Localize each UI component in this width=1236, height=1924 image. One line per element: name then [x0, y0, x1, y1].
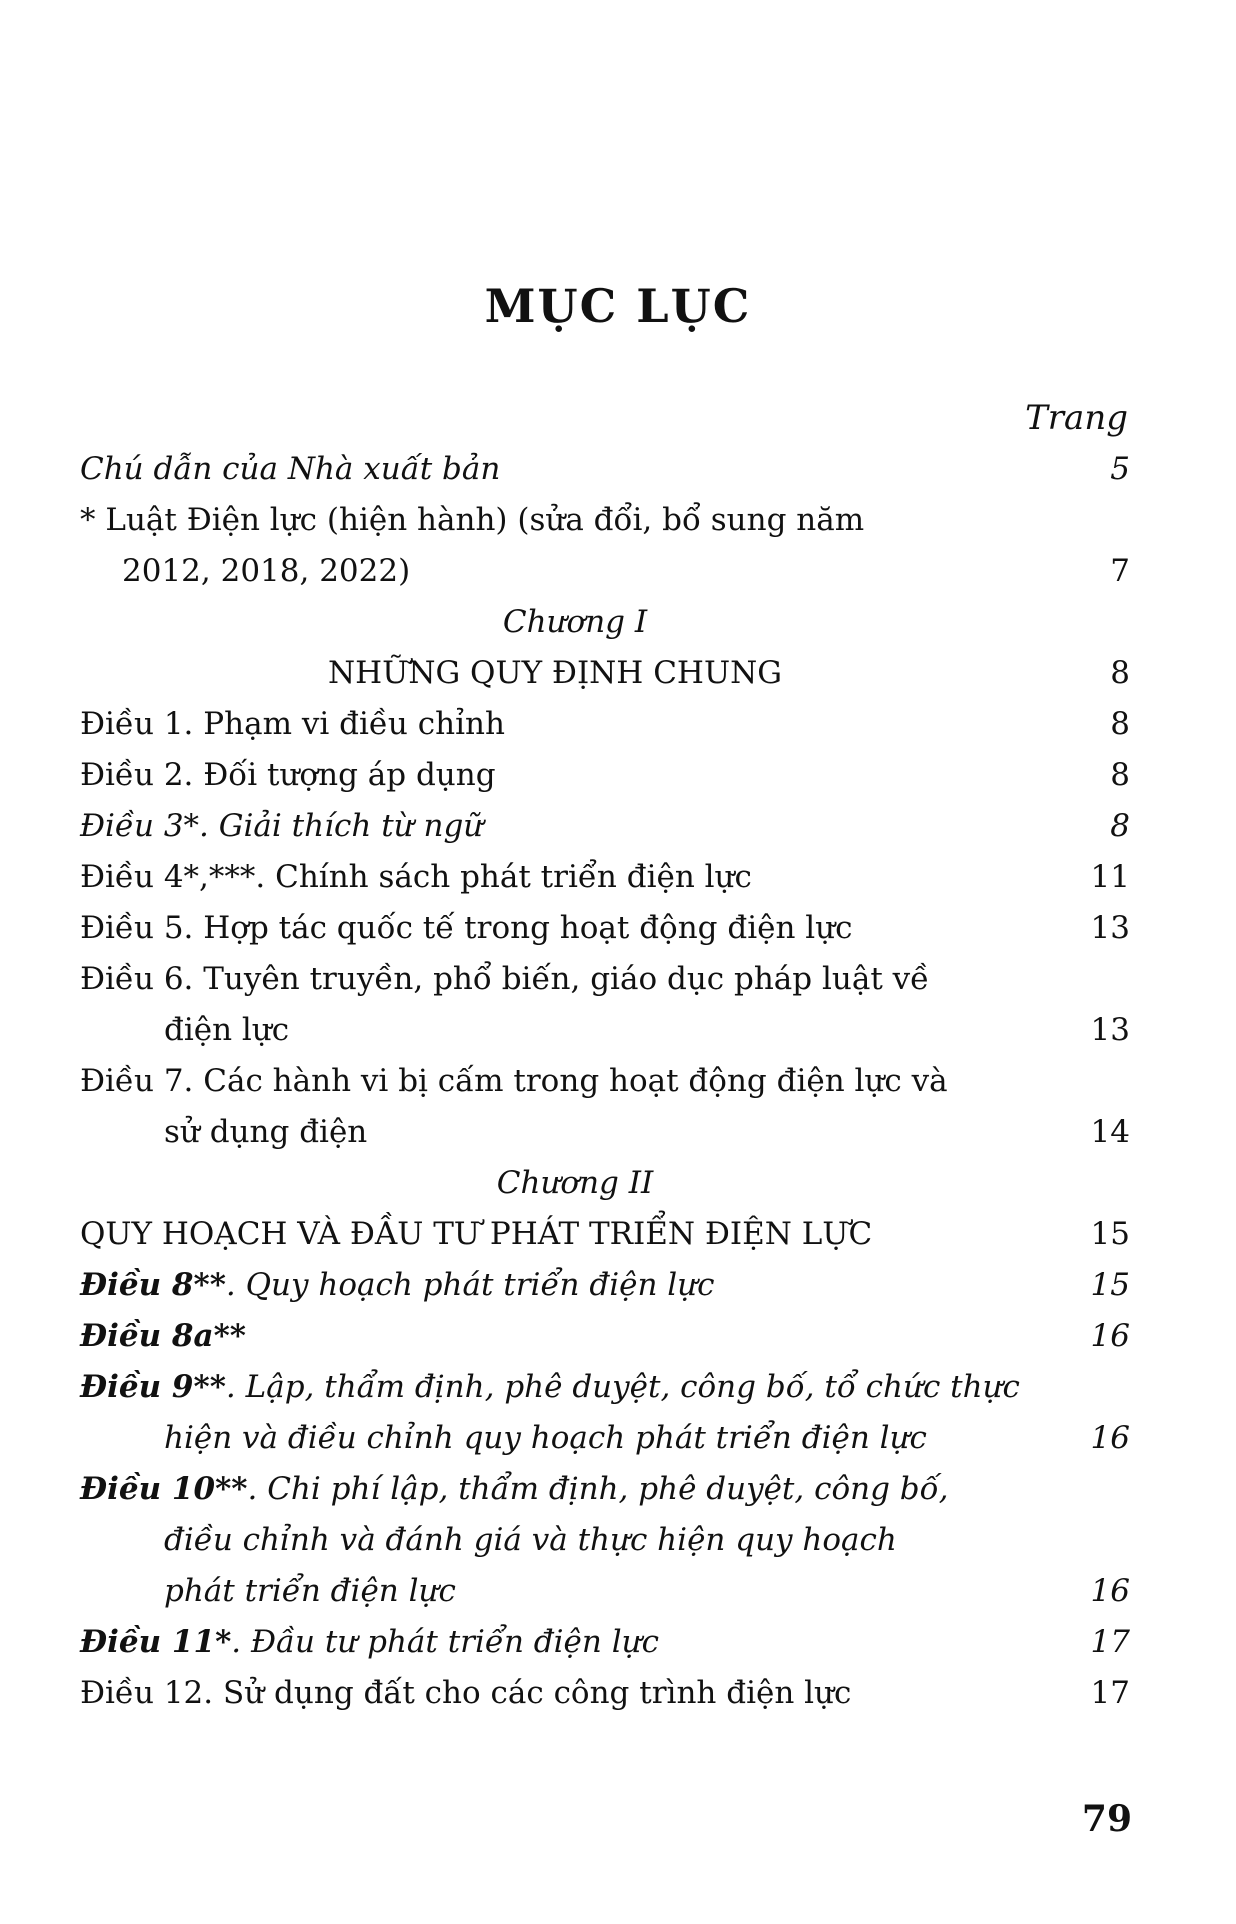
toc-entry-page: 8 — [1110, 706, 1130, 742]
toc-entry[interactable] — [80, 1311, 1130, 1362]
toc-entry-title: . Đầu tư phát triển điện lực — [231, 1624, 659, 1660]
toc-entry-page: 13 — [1090, 910, 1130, 946]
toc-entry-page: 16 — [1090, 1420, 1130, 1456]
toc-entry-page: 13 — [1090, 1012, 1130, 1048]
toc-entry-title: Điều 12. Sử dụng đất cho các công trình điện lực — [80, 1675, 852, 1711]
toc-entry[interactable] — [80, 1362, 1130, 1413]
toc-entry-continuation[interactable] — [80, 1413, 1130, 1464]
toc-entry[interactable] — [80, 801, 1130, 852]
toc-entry-page: 8 — [1110, 757, 1130, 793]
toc-entry-title: Điều 7. Các hành vi bị cấm trong hoạt động điện lực và — [80, 1063, 948, 1099]
toc-entry-page: 5 — [1110, 451, 1130, 487]
toc-entry[interactable] — [80, 1617, 1130, 1668]
toc-entry-title: sử dụng điện — [164, 1114, 368, 1150]
page-title: MỤC LỤC — [484, 279, 752, 333]
toc-entry[interactable] — [80, 903, 1130, 954]
toc-entry-title: Điều 5. Hợp tác quốc tế trong hoạt động điện lực — [80, 910, 853, 946]
toc-entry-title: 2012, 2018, 2022) — [122, 553, 411, 589]
article-number: Điều 11* — [80, 1624, 232, 1660]
toc-entry-title: điều chỉnh và đánh giá và thực hiện quy hoạch — [164, 1522, 897, 1558]
toc-entry-title: hiện và điều chỉnh quy hoạch phát triển điện lực — [164, 1420, 927, 1456]
toc-entry-page: 11 — [1090, 859, 1130, 895]
toc-entry-title: Điều 4*,***. Chính sách phát triển điện lực — [80, 859, 752, 895]
toc-entry[interactable] — [80, 1260, 1130, 1311]
chapter-heading[interactable] — [80, 648, 1130, 699]
toc-entry[interactable] — [80, 444, 1130, 495]
article-number: Điều 8a** — [80, 1318, 247, 1354]
toc-entry[interactable] — [80, 954, 1130, 1005]
toc-entry[interactable] — [80, 1464, 1130, 1515]
toc-entry-continuation[interactable] — [80, 546, 1130, 597]
toc-entry-page: 7 — [1110, 553, 1130, 589]
chapter-title: QUY HOẠCH VÀ ĐẦU TƯ PHÁT TRIỂN ĐIỆN LỰC — [80, 1216, 873, 1252]
toc-entry[interactable] — [80, 852, 1130, 903]
toc-entry[interactable] — [80, 699, 1130, 750]
toc-entry-title: . Chi phí lập, thẩm định, phê duyệt, công bố, — [247, 1471, 949, 1507]
page-column-label: Trang — [1025, 398, 1128, 438]
toc-entry-continuation[interactable] — [80, 1566, 1130, 1617]
chapter-title: NHỮNG QUY ĐỊNH CHUNG — [328, 655, 782, 691]
toc-entry[interactable] — [80, 1056, 1130, 1107]
toc-entry-title: Chú dẫn của Nhà xuất bản — [80, 451, 501, 487]
table-of-contents — [80, 444, 1130, 1719]
toc-entry-page: 15 — [1090, 1216, 1130, 1252]
toc-entry-page: 8 — [1110, 655, 1130, 691]
toc-entry-page: 14 — [1090, 1114, 1130, 1150]
toc-entry-title: Điều 1. Phạm vi điều chỉnh — [80, 706, 505, 742]
article-number: Điều 8** — [80, 1267, 226, 1303]
toc-entry-continuation[interactable] — [80, 1515, 1130, 1566]
toc-entry-page: 16 — [1090, 1573, 1130, 1609]
toc-entry-page: 15 — [1090, 1267, 1130, 1303]
toc-entry-page: 16 — [1090, 1318, 1130, 1354]
toc-entry-title: * Luật Điện lực (hiện hành) (sửa đổi, bổ sung năm — [80, 502, 865, 538]
toc-entry-title: . Lập, thẩm định, phê duyệt, công bố, tổ chức thực — [225, 1369, 1020, 1405]
toc-entry[interactable] — [80, 750, 1130, 801]
toc-entry[interactable] — [80, 1668, 1130, 1719]
toc-entry-continuation[interactable] — [80, 1005, 1130, 1056]
toc-entry-title: Điều 2. Đối tượng áp dụng — [80, 757, 496, 793]
toc-entry-title: . Quy hoạch phát triển điện lực — [225, 1267, 715, 1303]
toc-entry-page: 17 — [1090, 1675, 1130, 1711]
toc-entry-title: Điều 3*. Giải thích từ ngữ — [80, 808, 484, 844]
chapter-heading[interactable] — [80, 1209, 1130, 1260]
toc-entry-continuation[interactable] — [80, 1107, 1130, 1158]
toc-entry-title: phát triển điện lực — [164, 1573, 456, 1609]
article-number: Điều 10** — [80, 1471, 248, 1507]
chapter-label: Chương I — [502, 604, 648, 640]
chapter-label: Chương II — [496, 1165, 654, 1201]
toc-entry-page: 8 — [1110, 808, 1130, 844]
article-number: Điều 9** — [80, 1369, 226, 1405]
toc-entry[interactable] — [80, 495, 1130, 546]
toc-entry-title: điện lực — [164, 1012, 290, 1048]
toc-entry-page: 17 — [1090, 1624, 1130, 1660]
page-number: 79 — [1081, 1798, 1132, 1840]
toc-entry-title: Điều 6. Tuyên truyền, phổ biến, giáo dục pháp luật về — [80, 961, 930, 997]
